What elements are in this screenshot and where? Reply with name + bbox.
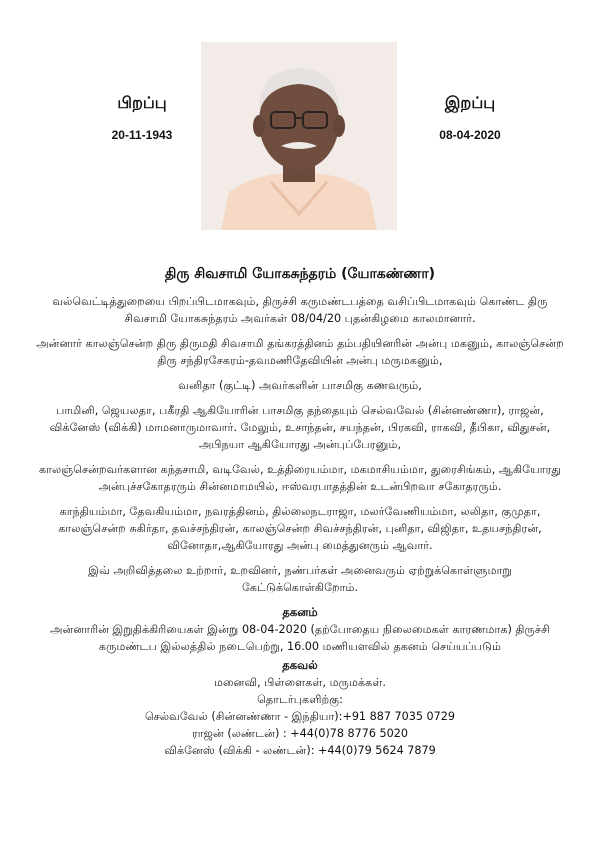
info-heading: தகவல் [282, 658, 318, 672]
funeral-text: அன்னாரின் இறுதிக்கிரியைகள் இன்று 08-04-2020 (தற்போதைய நிலைமைகள் காரணமாக) திருச்சி கருமண்டப இல்லத்தில் நடைபெற்று, 16.00 மணியளவில் தகனம் செய்யப்படும் [50, 623, 550, 653]
birth-block [92, 93, 192, 142]
birth-date: 20-11-1943 [111, 128, 173, 142]
paragraph-spouse: வனிதா (குட்டி) அவர்களின் பாசமிகு கணவரும், [178, 379, 422, 392]
paragraph-parents: அன்னார் காலஞ்சென்ற திரு திருமதி சிவசாமி தங்கரத்தினம் தம்பதியினரின் அன்பு மகனும், காலஞ்சென்ற திரு சந்திரசேகரம்-தவமணிதேவியின் அன்பு மருமகனும், [36, 337, 564, 367]
contact-line: விக்னேஸ் (விக்கி - லண்டன்): +44(0)79 5624 7879 [164, 744, 436, 757]
paragraph-siblings: காலஞ்சென்றவர்களான கந்தசாமி, வடிவேல், உத்திரையம்மா, மகமாசியம்மா, துரைசிங்கம், ஆகியோரது அன்புச்சகோதரரும் சின்னமாமயில், ஈஸ்வரபாதத்தின் உடன்பிறவா சகோதரரும். [38, 463, 562, 493]
death-date: 08-04-2020 [439, 128, 501, 142]
funeral-heading: தகனம் [282, 605, 318, 619]
paragraph-request: இவ் அறிவித்தலை உற்றார், உறவினர், நண்பர்கள் அனைவரும் ஏற்றுக்கொள்ளுமாறு கேட்டுக்கொள்கிறோம். [88, 564, 512, 594]
contact-line: செல்வவேல் (சின்னண்ணா - இந்தியா):+91 887 7035 0729 [144, 710, 456, 723]
portrait-illustration [201, 42, 397, 230]
paragraph-intro: வல்வெட்டித்துறையை பிறப்பிடமாகவும், திருச்சி கருமண்டபத்தை வசிப்பிடமாகவும் கொண்ட திரு சிவசாமி யோகசுந்தரம் அவர்கள் 08/04/20 புதன்கிழமை காலமானார். [52, 295, 548, 325]
info-family: மனைவி, பிள்ளைகள், மருமக்கள். [214, 676, 386, 689]
contact-label: தொடர்புகளிற்கு: [257, 693, 343, 706]
death-block [420, 93, 520, 142]
portrait-photo [201, 42, 397, 230]
birth-label: பிறப்பு [117, 93, 167, 112]
paragraph-children: பாமினி, ஜெயலதா, பகீரதி ஆகியோரின் பாசமிகு தந்தையும் செல்வவேல் (சின்னண்ணா), ராஜன், விக்னேஸ் (விக்கி) மாமனாருமாவார். மேலும், உசாந்தன், சயந்தன், பிரகவி, ராகவி, தீபிகா, விதுசன், அபிநயா ஆகியோரது அன்புப்பேரனும், [49, 404, 551, 451]
deceased-name: திரு சிவசாமி யோகசுந்தரம் (யோகண்ணா) [164, 266, 436, 282]
obituary-text [30, 293, 570, 759]
death-label: இறப்பு [444, 93, 496, 112]
paragraph-in-laws: காந்தியம்மா, தேவகியம்மா, நவரத்தினம், தில்லைநடராஜா, மலர்வேணியம்மா, லலிதா, குமுதா, காலஞ்சென்ற சுகிர்தா, தவச்சந்திரன், காலஞ்சென்ற சிவச்சந்திரன், புனிதா, விஜிதா, உதயசந்திரன், வினோதா,ஆகியோரது அன்பு மைத்துனரும் ஆவார். [58, 505, 542, 552]
contact-line: ராஜன் (லண்டன்) : +44(0)78 8776 5020 [192, 727, 408, 740]
